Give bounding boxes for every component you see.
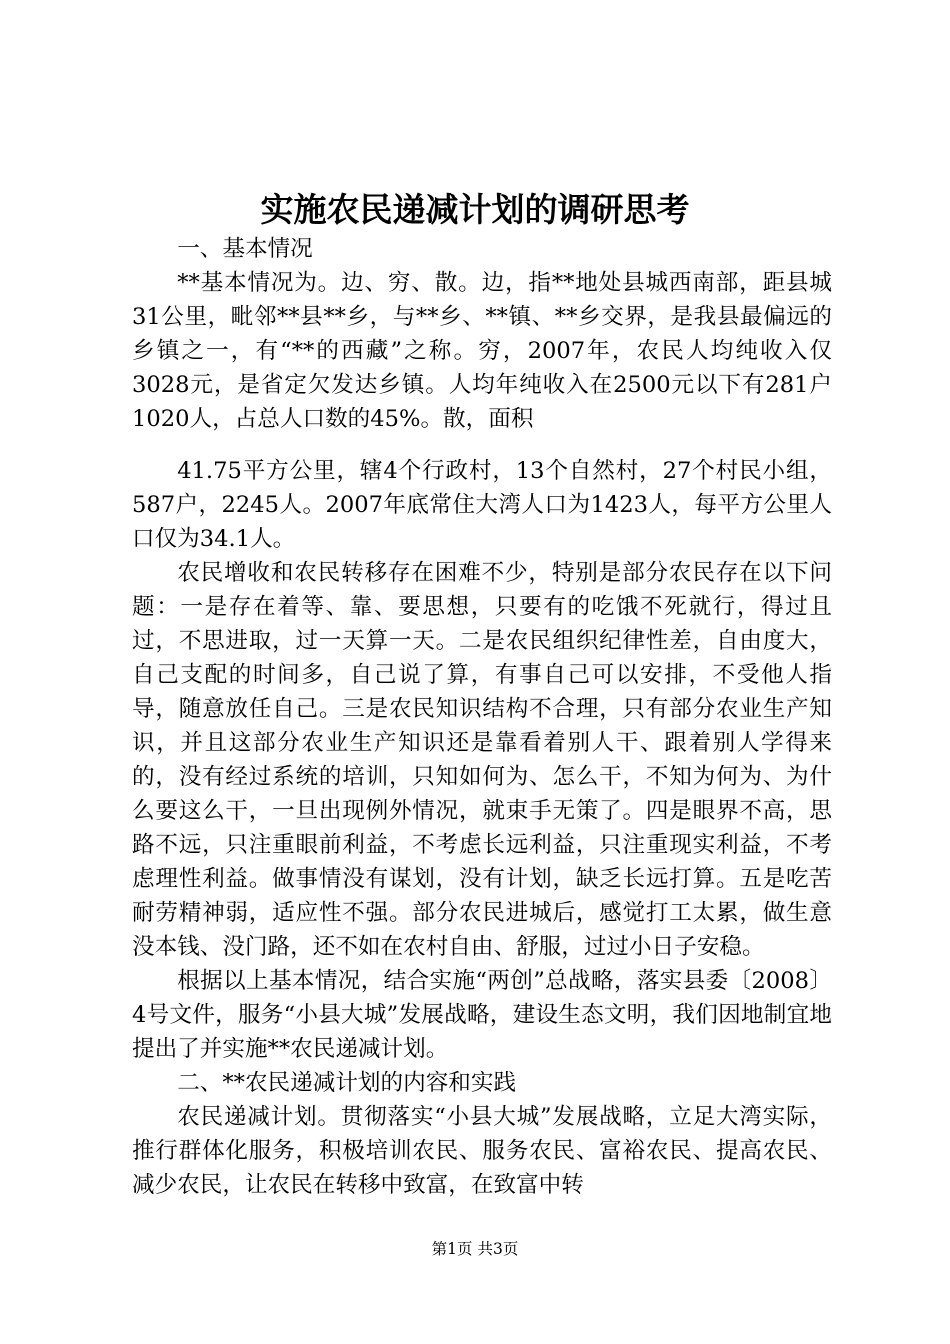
- body-block-bottom: [132, 454, 832, 1202]
- body-paragraph: 农民递减计划。贯彻落实“小县大城”发展战略，立足大湾实际，推行群体化服务，积极培训农民、服务农民、富裕农民、提高农民、减少农民，让农民在转移中致富，在致富中转: [132, 1104, 832, 1198]
- document-title: 实施农民递减计划的调研思考: [260, 190, 690, 229]
- body-paragraph: 根据以上基本情况，结合实施“两创”总战略，落实县委〔2008〕4号文件，服务“小县大城”发展战略，建设生态文明，我们因地制宜地提出了并实施**农民递减计划。: [132, 968, 832, 1062]
- section-heading-2: 二、**农民递减计划的内容和实践: [177, 1070, 517, 1096]
- body-paragraph: **基本情况为。边、穷、散。边，指**地处县城西南部，距县城31公里，毗邻**县**乡，与**乡、**镇、**乡交界，是我县最偏远的乡镇之一，有“**的西藏”之称。穷，2007年，农民人均纯收入仅3028元，是省定欠发达乡镇。人均年纯收入在2500元以下有281户1020人，占总人口数的45%。散，面积: [132, 270, 832, 432]
- body-block-top: [132, 232, 832, 436]
- body-paragraph: 41.75平方公里，辖4个行政村，13个自然村，27个村民小组，587户，2245人。2007年底常住大湾人口为1423人，每平方公里人口仅为34.1人。: [132, 458, 832, 552]
- body-paragraph: 农民增收和农民转移存在困难不少，特别是部分农民存在以下问题：一是存在着等、靠、要思想，只要有的吃饿不死就行，得过且过，不思进取，过一天算一天。二是农民组织纪律性差，自由度大，自己支配的时间多，自己说了算，有事自己可以安排，不受他人指导，随意放任自己。三是农民知识结构不合理，只有部分农业生产知识，并且这部分农业生产知识还是靠看着别人干、跟着别人学得来的，没有经过系统的培训，只知如何为、怎么干，不知为何为、为什么要这么干，一旦出现例外情况，就束手无策了。四是眼界不高，思路不远，只注重眼前利益，不考虑长远利益，只注重现实利益，不考虑理性利益。做事情没有谋划，没有计划，缺乏长远打算。五是吃苦耐劳精神弱，适应性不强。部分农民进城后，感觉打工太累，做生意没本钱、没门路，还不如在农村自由、舒服，过过小日子安稳。: [132, 560, 832, 960]
- page-number-footer: 第1页 共3页: [431, 1240, 519, 1258]
- section-heading-1: 一、基本情况: [177, 236, 313, 262]
